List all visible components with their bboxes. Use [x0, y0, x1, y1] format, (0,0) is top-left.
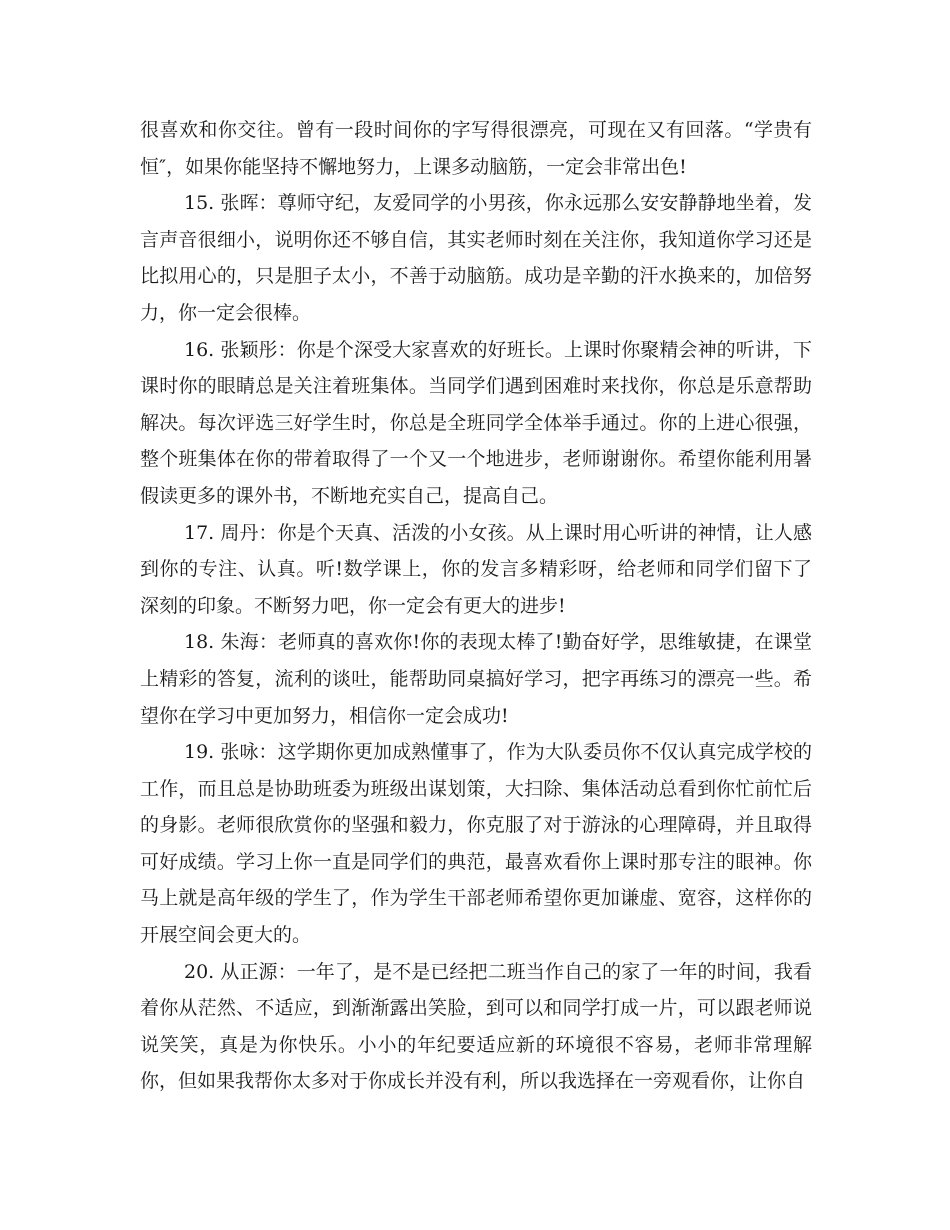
comment-text: 老师真的喜欢你!你的表现太棒了!勤奋好学，思维敏捷，在课堂上精彩的答复，流利的谈吐，能帮助同桌搞好学习，把字再练习的漂亮一些。希望你在学习中更加努力，相信你一定会成功!	[140, 631, 812, 727]
document-body	[140, 112, 812, 1100]
paragraph-continuation	[140, 112, 812, 185]
comment-number: 16.	[184, 338, 215, 361]
comment-paragraph-20	[140, 954, 812, 1100]
comment-paragraph-19	[140, 734, 812, 954]
comment-paragraph-18	[140, 624, 812, 734]
comment-number: 17.	[184, 521, 215, 544]
student-name: 张咏：	[220, 741, 278, 764]
paragraph-text: 很喜欢和你交往。曾有一段时间你的字写得很漂亮，可现在又有回落。“学贵有恒″，如果你能坚持不懈地努力，上课多动脑筋，一定会非常出色!	[140, 119, 812, 178]
comment-paragraph-15	[140, 185, 812, 331]
student-name: 从正源：	[220, 960, 297, 983]
comment-number: 15.	[184, 192, 215, 215]
comment-text: 一年了，是不是已经把二班当作自己的家了一年的时间，我看着你从茫然、不适应，到渐渐露出笑脸，到可以和同学打成一片，可以跟老师说说笑笑，真是为你快乐。小小的年纪要适应新的环境很不容易，老师非常理解你，但如果我帮你太多对于你成长并没有利，所以我选择在一旁观看你，让你自	[140, 960, 812, 1093]
comment-paragraph-17	[140, 515, 812, 625]
student-name: 张颖彤：	[220, 338, 297, 361]
student-name: 张晖：	[220, 192, 278, 215]
comment-text: 这学期你更加成熟懂事了，作为大队委员你不仅认真完成学校的工作，而且总是协助班委为班级出谋划策，大扫除、集体活动总看到你忙前忙后的身影。老师很欣赏你的坚强和毅力，你克服了对于游泳的心理障碍，并且取得可好成绩。学习上你一直是同学们的典范，最喜欢看你上课时那专注的眼神。你马上就是高年级的学生了，作为学生干部老师希望你更加谦虚、宽容，这样你的开展空间会更大的。	[140, 741, 812, 947]
comment-paragraph-16	[140, 332, 812, 515]
comment-number: 19.	[184, 741, 215, 764]
comment-number: 18.	[184, 631, 215, 654]
comment-number: 20.	[184, 960, 215, 983]
comment-text: 你是个天真、活泼的小女孩。从上课时用心听讲的神情，让人感到你的专注、认真。听!数学课上，你的发言多精彩呀，给老师和同学们留下了深刻的印象。不断努力吧，你一定会有更大的进步!	[140, 521, 812, 617]
student-name: 朱海：	[220, 631, 279, 654]
comment-text: 你是个深受大家喜欢的好班长。上课时你聚精会神的听讲，下课时你的眼睛总是关注着班集体。当同学们遇到困难时来找你，你总是乐意帮助解决。每次评选三好学生时，你总是全班同学全体举手通过。你的上进心很强，整个班集体在你的带着取得了一个又一个地进步，老师谢谢你。希望你能利用暑假读更多的课外书，不断地充实自己，提高自己。	[140, 338, 812, 507]
student-name: 周丹：	[220, 521, 278, 544]
comment-text: 尊师守纪，友爱同学的小男孩，你永远那么安安静静地坐着，发言声音很细小，说明你还不够自信，其实老师时刻在关注你，我知道你学习还是比拟用心的，只是胆子太小，不善于动脑筋。成功是辛勤的汗水换来的，加倍努力，你一定会很棒。	[140, 192, 812, 324]
